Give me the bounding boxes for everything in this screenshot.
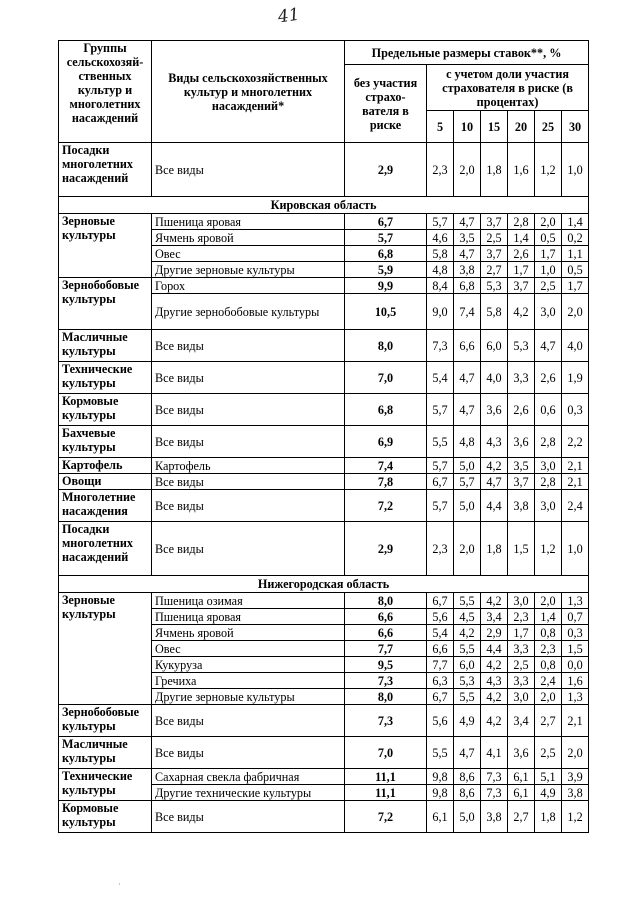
share-rate-cell: 1,5: [562, 641, 589, 657]
table-row: [59, 214, 589, 230]
base-rate-cell: 6,9: [345, 426, 427, 458]
base-rate-cell: 10,5: [345, 294, 427, 330]
share-rate-cell: 2,8: [535, 474, 562, 490]
group-cell: Зерновые культуры: [59, 593, 152, 705]
table-row: [59, 737, 589, 769]
base-rate-cell: 7,3: [345, 705, 427, 737]
share-rate-cell: 0,7: [562, 609, 589, 625]
kind-cell: Овес: [152, 641, 345, 657]
kind-cell: Гречиха: [152, 673, 345, 689]
share-rate-cell: 4,3: [481, 673, 508, 689]
share-rate-cell: 2,3: [427, 522, 454, 576]
share-rate-cell: 3,9: [562, 769, 589, 785]
share-rate-cell: 0,2: [562, 230, 589, 246]
share-rate-cell: 5,1: [535, 769, 562, 785]
kind-cell: Все виды: [152, 330, 345, 362]
share-rate-cell: 4,7: [454, 394, 481, 426]
share-rate-cell: 4,4: [481, 641, 508, 657]
share-rate-cell: 1,7: [535, 246, 562, 262]
share-rate-cell: 2,8: [535, 426, 562, 458]
share-rate-cell: 6,6: [427, 641, 454, 657]
share-rate-cell: 1,7: [508, 625, 535, 641]
share-rate-cell: 2,6: [508, 394, 535, 426]
kind-cell: Все виды: [152, 426, 345, 458]
base-rate-cell: 7,4: [345, 458, 427, 474]
share-rate-cell: 1,1: [562, 246, 589, 262]
kind-cell: Все виды: [152, 474, 345, 490]
base-rate-cell: 11,1: [345, 785, 427, 801]
kind-cell: Все виды: [152, 143, 345, 197]
header-share-30: 30: [562, 111, 589, 143]
group-cell: Картофель: [59, 458, 152, 474]
share-rate-cell: 9,8: [427, 769, 454, 785]
kind-cell: Все виды: [152, 522, 345, 576]
share-rate-cell: 4,7: [454, 362, 481, 394]
base-rate-cell: 2,9: [345, 522, 427, 576]
share-rate-cell: 2,7: [508, 801, 535, 833]
share-rate-cell: 7,3: [481, 785, 508, 801]
share-rate-cell: 2,3: [535, 641, 562, 657]
share-rate-cell: 2,0: [535, 593, 562, 609]
share-rate-cell: 5,6: [427, 609, 454, 625]
share-rate-cell: 2,6: [535, 362, 562, 394]
share-rate-cell: 5,7: [427, 458, 454, 474]
share-rate-cell: 3,8: [508, 490, 535, 522]
base-rate-cell: 9,5: [345, 657, 427, 673]
share-rate-cell: 5,7: [454, 474, 481, 490]
header-share-5: 5: [427, 111, 454, 143]
share-rate-cell: 2,0: [562, 294, 589, 330]
share-rate-cell: 1,0: [562, 143, 589, 197]
table-body: [59, 143, 589, 833]
share-rate-cell: 5,8: [427, 246, 454, 262]
share-rate-cell: 3,6: [481, 394, 508, 426]
share-rate-cell: 3,7: [508, 278, 535, 294]
share-rate-cell: 4,2: [454, 625, 481, 641]
share-rate-cell: 1,6: [508, 143, 535, 197]
share-rate-cell: 4,6: [427, 230, 454, 246]
share-rate-cell: 2,1: [562, 474, 589, 490]
share-rate-cell: 4,2: [481, 657, 508, 673]
share-rate-cell: 8,4: [427, 278, 454, 294]
group-cell: Кормовые культуры: [59, 394, 152, 426]
share-rate-cell: 3,8: [454, 262, 481, 278]
header-share-20: 20: [508, 111, 535, 143]
share-rate-cell: 1,2: [535, 522, 562, 576]
share-rate-cell: 1,4: [535, 609, 562, 625]
share-rate-cell: 3,0: [508, 689, 535, 705]
table-row: [59, 394, 589, 426]
share-rate-cell: 7,3: [427, 330, 454, 362]
share-rate-cell: 3,7: [508, 474, 535, 490]
share-rate-cell: 2,5: [535, 278, 562, 294]
kind-cell: Все виды: [152, 362, 345, 394]
table-row: [59, 801, 589, 833]
table-row: [59, 474, 589, 490]
base-rate-cell: 8,0: [345, 330, 427, 362]
group-cell: Зерновые культуры: [59, 214, 152, 278]
share-rate-cell: 4,9: [454, 705, 481, 737]
group-cell: Посадки многолетних насаждений: [59, 143, 152, 197]
share-rate-cell: 2,7: [481, 262, 508, 278]
share-rate-cell: 2,5: [481, 230, 508, 246]
share-rate-cell: 2,0: [562, 737, 589, 769]
share-rate-cell: 6,8: [454, 278, 481, 294]
rates-table: [58, 40, 589, 833]
share-rate-cell: 5,4: [427, 625, 454, 641]
share-rate-cell: 4,5: [454, 609, 481, 625]
share-rate-cell: 5,0: [454, 490, 481, 522]
share-rate-cell: 6,7: [427, 593, 454, 609]
share-rate-cell: 9,0: [427, 294, 454, 330]
share-rate-cell: 5,5: [427, 737, 454, 769]
table-row: [59, 705, 589, 737]
table-row: [59, 426, 589, 458]
kind-cell: Все виды: [152, 490, 345, 522]
share-rate-cell: 1,3: [562, 593, 589, 609]
share-rate-cell: 4,2: [481, 458, 508, 474]
share-rate-cell: 3,4: [481, 609, 508, 625]
share-rate-cell: 1,8: [481, 143, 508, 197]
share-rate-cell: 2,0: [454, 143, 481, 197]
share-rate-cell: 2,1: [562, 458, 589, 474]
share-rate-cell: 2,6: [508, 246, 535, 262]
share-rate-cell: 5,5: [454, 689, 481, 705]
share-rate-cell: 0,5: [562, 262, 589, 278]
share-rate-cell: 3,7: [481, 214, 508, 230]
base-rate-cell: 7,3: [345, 673, 427, 689]
base-rate-cell: 7,8: [345, 474, 427, 490]
share-rate-cell: 3,6: [508, 737, 535, 769]
share-rate-cell: 5,0: [454, 458, 481, 474]
share-rate-cell: 3,0: [535, 490, 562, 522]
kind-cell: Пшеница яровая: [152, 609, 345, 625]
share-rate-cell: 2,0: [535, 214, 562, 230]
header-share-10: 10: [454, 111, 481, 143]
share-rate-cell: 5,7: [427, 394, 454, 426]
share-rate-cell: 4,2: [508, 294, 535, 330]
group-cell: Кормовые культуры: [59, 801, 152, 833]
share-rate-cell: 3,6: [508, 426, 535, 458]
share-rate-cell: 1,3: [562, 689, 589, 705]
region-title: Нижегородская область: [59, 576, 589, 593]
header-no-share: без участия страхо-вателя в риске: [345, 65, 427, 143]
group-cell: Технические культуры: [59, 362, 152, 394]
share-rate-cell: 4,8: [427, 262, 454, 278]
kind-cell: Все виды: [152, 705, 345, 737]
kind-cell: Ячмень яровой: [152, 230, 345, 246]
base-rate-cell: 9,9: [345, 278, 427, 294]
share-rate-cell: 8,6: [454, 785, 481, 801]
share-rate-cell: 0,5: [535, 230, 562, 246]
page-number: 41: [276, 4, 301, 28]
share-rate-cell: 1,4: [562, 214, 589, 230]
table-row: [59, 458, 589, 474]
share-rate-cell: 5,5: [454, 593, 481, 609]
header-share-15: 15: [481, 111, 508, 143]
base-rate-cell: 7,2: [345, 490, 427, 522]
kind-cell: Овес: [152, 246, 345, 262]
base-rate-cell: 8,0: [345, 593, 427, 609]
share-rate-cell: 3,8: [562, 785, 589, 801]
share-rate-cell: 2,7: [535, 705, 562, 737]
share-rate-cell: 5,0: [454, 801, 481, 833]
table-row: [59, 278, 589, 294]
share-rate-cell: 6,1: [427, 801, 454, 833]
share-rate-cell: 5,4: [427, 362, 454, 394]
base-rate-cell: 7,2: [345, 801, 427, 833]
share-rate-cell: 6,7: [427, 689, 454, 705]
table-row: [59, 197, 589, 214]
share-rate-cell: 0,3: [562, 625, 589, 641]
share-rate-cell: 5,3: [454, 673, 481, 689]
kind-cell: Пшеница яровая: [152, 214, 345, 230]
share-rate-cell: 4,2: [481, 689, 508, 705]
share-rate-cell: 5,5: [454, 641, 481, 657]
share-rate-cell: 4,3: [481, 426, 508, 458]
kind-cell: Сахарная свекла фабричная: [152, 769, 345, 785]
share-rate-cell: 3,5: [454, 230, 481, 246]
base-rate-cell: 7,0: [345, 362, 427, 394]
share-rate-cell: 4,9: [535, 785, 562, 801]
group-cell: Многолетние насаждения: [59, 490, 152, 522]
share-rate-cell: 2,4: [562, 490, 589, 522]
share-rate-cell: 3,0: [508, 593, 535, 609]
share-rate-cell: 1,0: [562, 522, 589, 576]
base-rate-cell: 6,6: [345, 625, 427, 641]
share-rate-cell: 1,4: [508, 230, 535, 246]
share-rate-cell: 2,0: [535, 689, 562, 705]
table-row: [59, 362, 589, 394]
share-rate-cell: 1,7: [508, 262, 535, 278]
scan-speck: ·: [118, 880, 121, 889]
share-rate-cell: 4,2: [481, 593, 508, 609]
share-rate-cell: 1,2: [562, 801, 589, 833]
share-rate-cell: 5,3: [508, 330, 535, 362]
share-rate-cell: 4,7: [454, 246, 481, 262]
share-rate-cell: 2,9: [481, 625, 508, 641]
base-rate-cell: 11,1: [345, 769, 427, 785]
kind-cell: Другие зерновые культуры: [152, 262, 345, 278]
table-row: [59, 490, 589, 522]
base-rate-cell: 8,0: [345, 689, 427, 705]
base-rate-cell: 6,8: [345, 394, 427, 426]
group-cell: Бахчевые культуры: [59, 426, 152, 458]
base-rate-cell: 7,0: [345, 737, 427, 769]
table-row: [59, 143, 589, 197]
share-rate-cell: 4,0: [481, 362, 508, 394]
share-rate-cell: 1,0: [535, 262, 562, 278]
share-rate-cell: 0,8: [535, 657, 562, 673]
share-rate-cell: 5,8: [481, 294, 508, 330]
share-rate-cell: 4,1: [481, 737, 508, 769]
table-row: [59, 576, 589, 593]
group-cell: Масличные культуры: [59, 737, 152, 769]
kind-cell: Другие зернобобовые культуры: [152, 294, 345, 330]
share-rate-cell: 6,0: [481, 330, 508, 362]
share-rate-cell: 6,1: [508, 785, 535, 801]
base-rate-cell: 6,8: [345, 246, 427, 262]
share-rate-cell: 4,7: [454, 214, 481, 230]
base-rate-cell: 6,7: [345, 214, 427, 230]
group-cell: Технические культуры: [59, 769, 152, 801]
group-cell: Посадки многолетних насаждений: [59, 522, 152, 576]
share-rate-cell: 5,3: [481, 278, 508, 294]
kind-cell: Другие зерновые культуры: [152, 689, 345, 705]
header-rates: Предельные размеры ставок**, %: [345, 41, 589, 65]
base-rate-cell: 2,9: [345, 143, 427, 197]
share-rate-cell: 7,7: [427, 657, 454, 673]
group-cell: Зернобобовые культуры: [59, 705, 152, 737]
share-rate-cell: 1,8: [535, 801, 562, 833]
kind-cell: Ячмень яровой: [152, 625, 345, 641]
share-rate-cell: 6,3: [427, 673, 454, 689]
share-rate-cell: 6,6: [454, 330, 481, 362]
base-rate-cell: 5,9: [345, 262, 427, 278]
group-cell: Масличные культуры: [59, 330, 152, 362]
header-with-share: с учетом доли участия страхователя в риске (в процентах): [427, 65, 589, 111]
group-cell: Зернобобовые культуры: [59, 278, 152, 330]
share-rate-cell: 4,7: [481, 474, 508, 490]
table-header: [59, 41, 589, 143]
share-rate-cell: 5,5: [427, 426, 454, 458]
table-row: [59, 769, 589, 785]
share-rate-cell: 3,7: [481, 246, 508, 262]
kind-cell: Картофель: [152, 458, 345, 474]
share-rate-cell: 2,0: [454, 522, 481, 576]
kind-cell: Все виды: [152, 737, 345, 769]
base-rate-cell: 7,7: [345, 641, 427, 657]
share-rate-cell: 0,3: [562, 394, 589, 426]
table-row: [59, 330, 589, 362]
kind-cell: Все виды: [152, 801, 345, 833]
share-rate-cell: 2,4: [535, 673, 562, 689]
base-rate-cell: 6,6: [345, 609, 427, 625]
region-title: Кировская область: [59, 197, 589, 214]
share-rate-cell: 0,6: [535, 394, 562, 426]
kind-cell: Пшеница озимая: [152, 593, 345, 609]
table-row: [59, 522, 589, 576]
kind-cell: Все виды: [152, 394, 345, 426]
share-rate-cell: 2,5: [535, 737, 562, 769]
share-rate-cell: 3,0: [535, 294, 562, 330]
share-rate-cell: 7,4: [454, 294, 481, 330]
share-rate-cell: 1,7: [562, 278, 589, 294]
share-rate-cell: 1,5: [508, 522, 535, 576]
share-rate-cell: 2,5: [508, 657, 535, 673]
share-rate-cell: 3,8: [481, 801, 508, 833]
share-rate-cell: 3,3: [508, 362, 535, 394]
share-rate-cell: 6,0: [454, 657, 481, 673]
share-rate-cell: 7,3: [481, 769, 508, 785]
share-rate-cell: 5,6: [427, 705, 454, 737]
share-rate-cell: 1,6: [562, 673, 589, 689]
share-rate-cell: 1,8: [481, 522, 508, 576]
share-rate-cell: 4,0: [562, 330, 589, 362]
share-rate-cell: 4,7: [535, 330, 562, 362]
table-row: [59, 593, 589, 609]
share-rate-cell: 3,5: [508, 458, 535, 474]
share-rate-cell: 3,4: [508, 705, 535, 737]
header-groups: Группы сельскохозяй-ственных культур и многолетних насаждений: [59, 41, 152, 143]
kind-cell: Другие технические культуры: [152, 785, 345, 801]
kind-cell: Горох: [152, 278, 345, 294]
share-rate-cell: 0,0: [562, 657, 589, 673]
share-rate-cell: 2,2: [562, 426, 589, 458]
share-rate-cell: 4,7: [454, 737, 481, 769]
share-rate-cell: 6,7: [427, 474, 454, 490]
share-rate-cell: 2,3: [427, 143, 454, 197]
share-rate-cell: 1,2: [535, 143, 562, 197]
base-rate-cell: 5,7: [345, 230, 427, 246]
share-rate-cell: 2,3: [508, 609, 535, 625]
share-rate-cell: 4,2: [481, 705, 508, 737]
group-cell: Овощи: [59, 474, 152, 490]
share-rate-cell: 6,1: [508, 769, 535, 785]
kind-cell: Кукуруза: [152, 657, 345, 673]
share-rate-cell: 5,7: [427, 214, 454, 230]
share-rate-cell: 1,9: [562, 362, 589, 394]
header-share-25: 25: [535, 111, 562, 143]
share-rate-cell: 4,4: [481, 490, 508, 522]
share-rate-cell: 3,0: [535, 458, 562, 474]
share-rate-cell: 4,8: [454, 426, 481, 458]
header-kinds: Виды сельскохозяйственных культур и многолетних насаждений*: [152, 41, 345, 143]
share-rate-cell: 3,3: [508, 673, 535, 689]
share-rate-cell: 2,1: [562, 705, 589, 737]
share-rate-cell: 3,3: [508, 641, 535, 657]
share-rate-cell: 5,7: [427, 490, 454, 522]
share-rate-cell: 2,8: [508, 214, 535, 230]
share-rate-cell: 8,6: [454, 769, 481, 785]
share-rate-cell: 9,8: [427, 785, 454, 801]
share-rate-cell: 0,8: [535, 625, 562, 641]
